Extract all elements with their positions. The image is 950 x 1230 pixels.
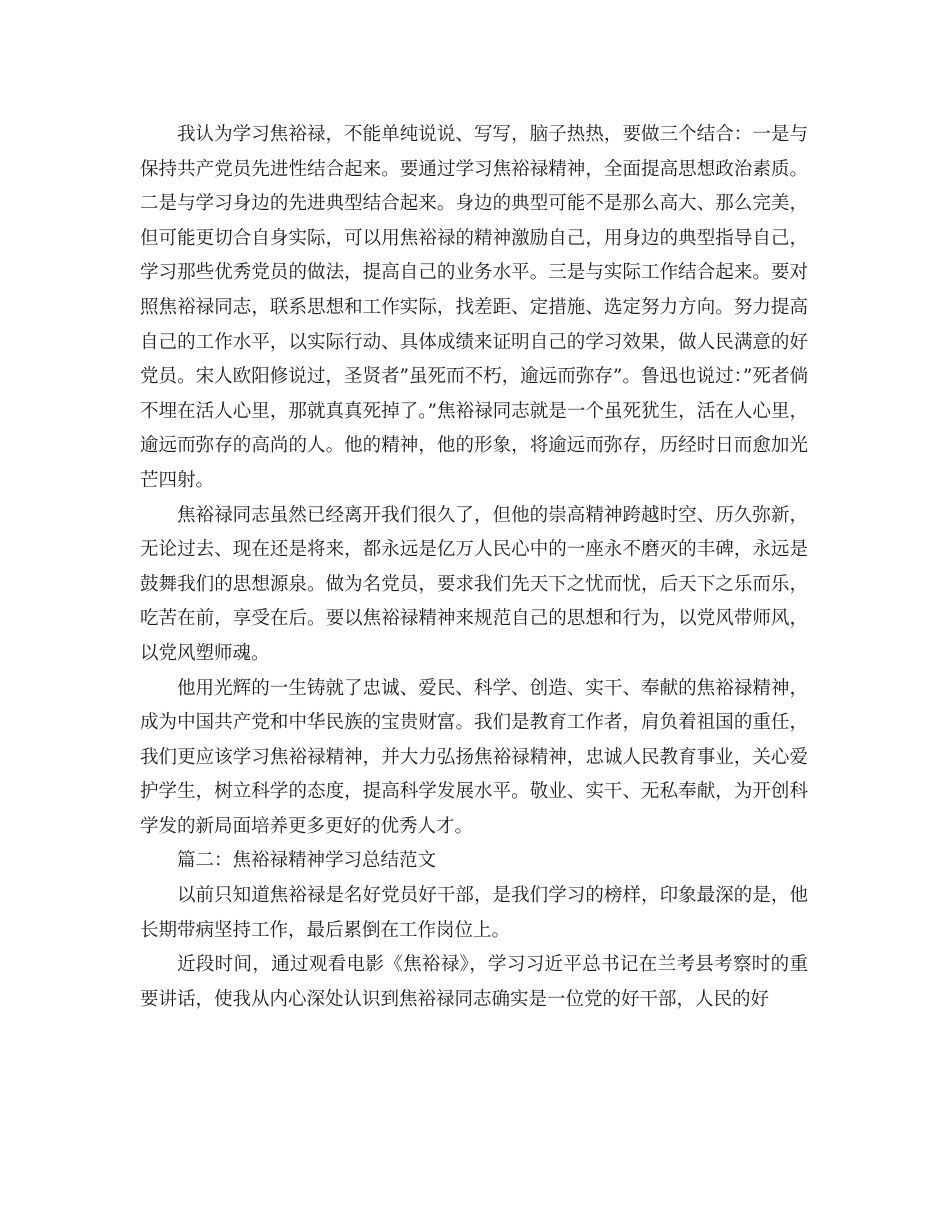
paragraph-1: 我认为学习焦裕禄，不能单纯说说、写写，脑子热热，要做三个结合：一是与保持共产党员先进性结合起来。要通过学习焦裕禄精神，全面提高思想政治素质。二是与学习身边的先进典型结合起来。身边的典型可能不是那么高大、那么完美，但可能更切合自身实际，可以用焦裕禄的精神激励自己，用身边的典型指导自己，学习那些优秀党员的做法，提高自己的业务水平。三是与实际工作结合起来。要对照焦裕禄同志，联系思想和工作实际，找差距、定措施、选定努力方向。努力提高自己的工作水平，以实际行动、具体成绩来证明自己的学习效果，做人民满意的好党员。宋人欧阳修说过，圣贤者”虽死而不朽，逾远而弥存”。鲁迅也说过：”死者倘不埋在活人心里，那就真真死掉了。”焦裕禄同志就是一个虽死犹生，活在人心里，逾远而弥存的高尚的人。他的精神，他的形象，将逾远而弥存，历经时日而愈加光芒四射。	[140, 124, 808, 491]
paragraph-3: 他用光辉的一生铸就了忠诚、爱民、科学、创造、实干、奉献的焦裕禄精神，成为中国共产党和中华民族的宝贵财富。我们是教育工作者，肩负着祖国的重任，我们更应该学习焦裕禄精神，并大力弘扬焦裕禄精神，忠诚人民教育事业，关心爱护学生，树立科学的态度，提高科学发展水平。敬业、实干、无私奉献，为开创科学发的新局面培养更多更好的优秀人才。	[140, 677, 808, 837]
paragraph-4: 以前只知道焦裕禄是名好党员好干部，是我们学习的榜样，印象最深的是，他长期带病坚持工作，最后累倒在工作岗位上。	[140, 885, 808, 941]
document-body	[140, 118, 808, 1017]
section-heading: 篇二：焦裕禄精神学习总结范文	[177, 850, 437, 872]
paragraph-5: 近段时间，通过观看电影《焦裕禄》，学习习近平总书记在兰考县考察时的重要讲话，使我从内心深处认识到焦裕禄同志确实是一位党的好干部，人民的好	[140, 954, 808, 1010]
paragraph-2: 焦裕禄同志虽然已经离开我们很久了，但他的崇高精神跨越时空、历久弥新，无论过去、现在还是将来，都永远是亿万人民心中的一座永不磨灭的丰碑，永远是鼓舞我们的思想源泉。做为名党员，要求我们先天下之忧而忧，后天下之乐而乐，吃苦在前，享受在后。要以焦裕禄精神来规范自己的思想和行为，以党风带师风，以党风塑师魂。	[140, 504, 808, 664]
